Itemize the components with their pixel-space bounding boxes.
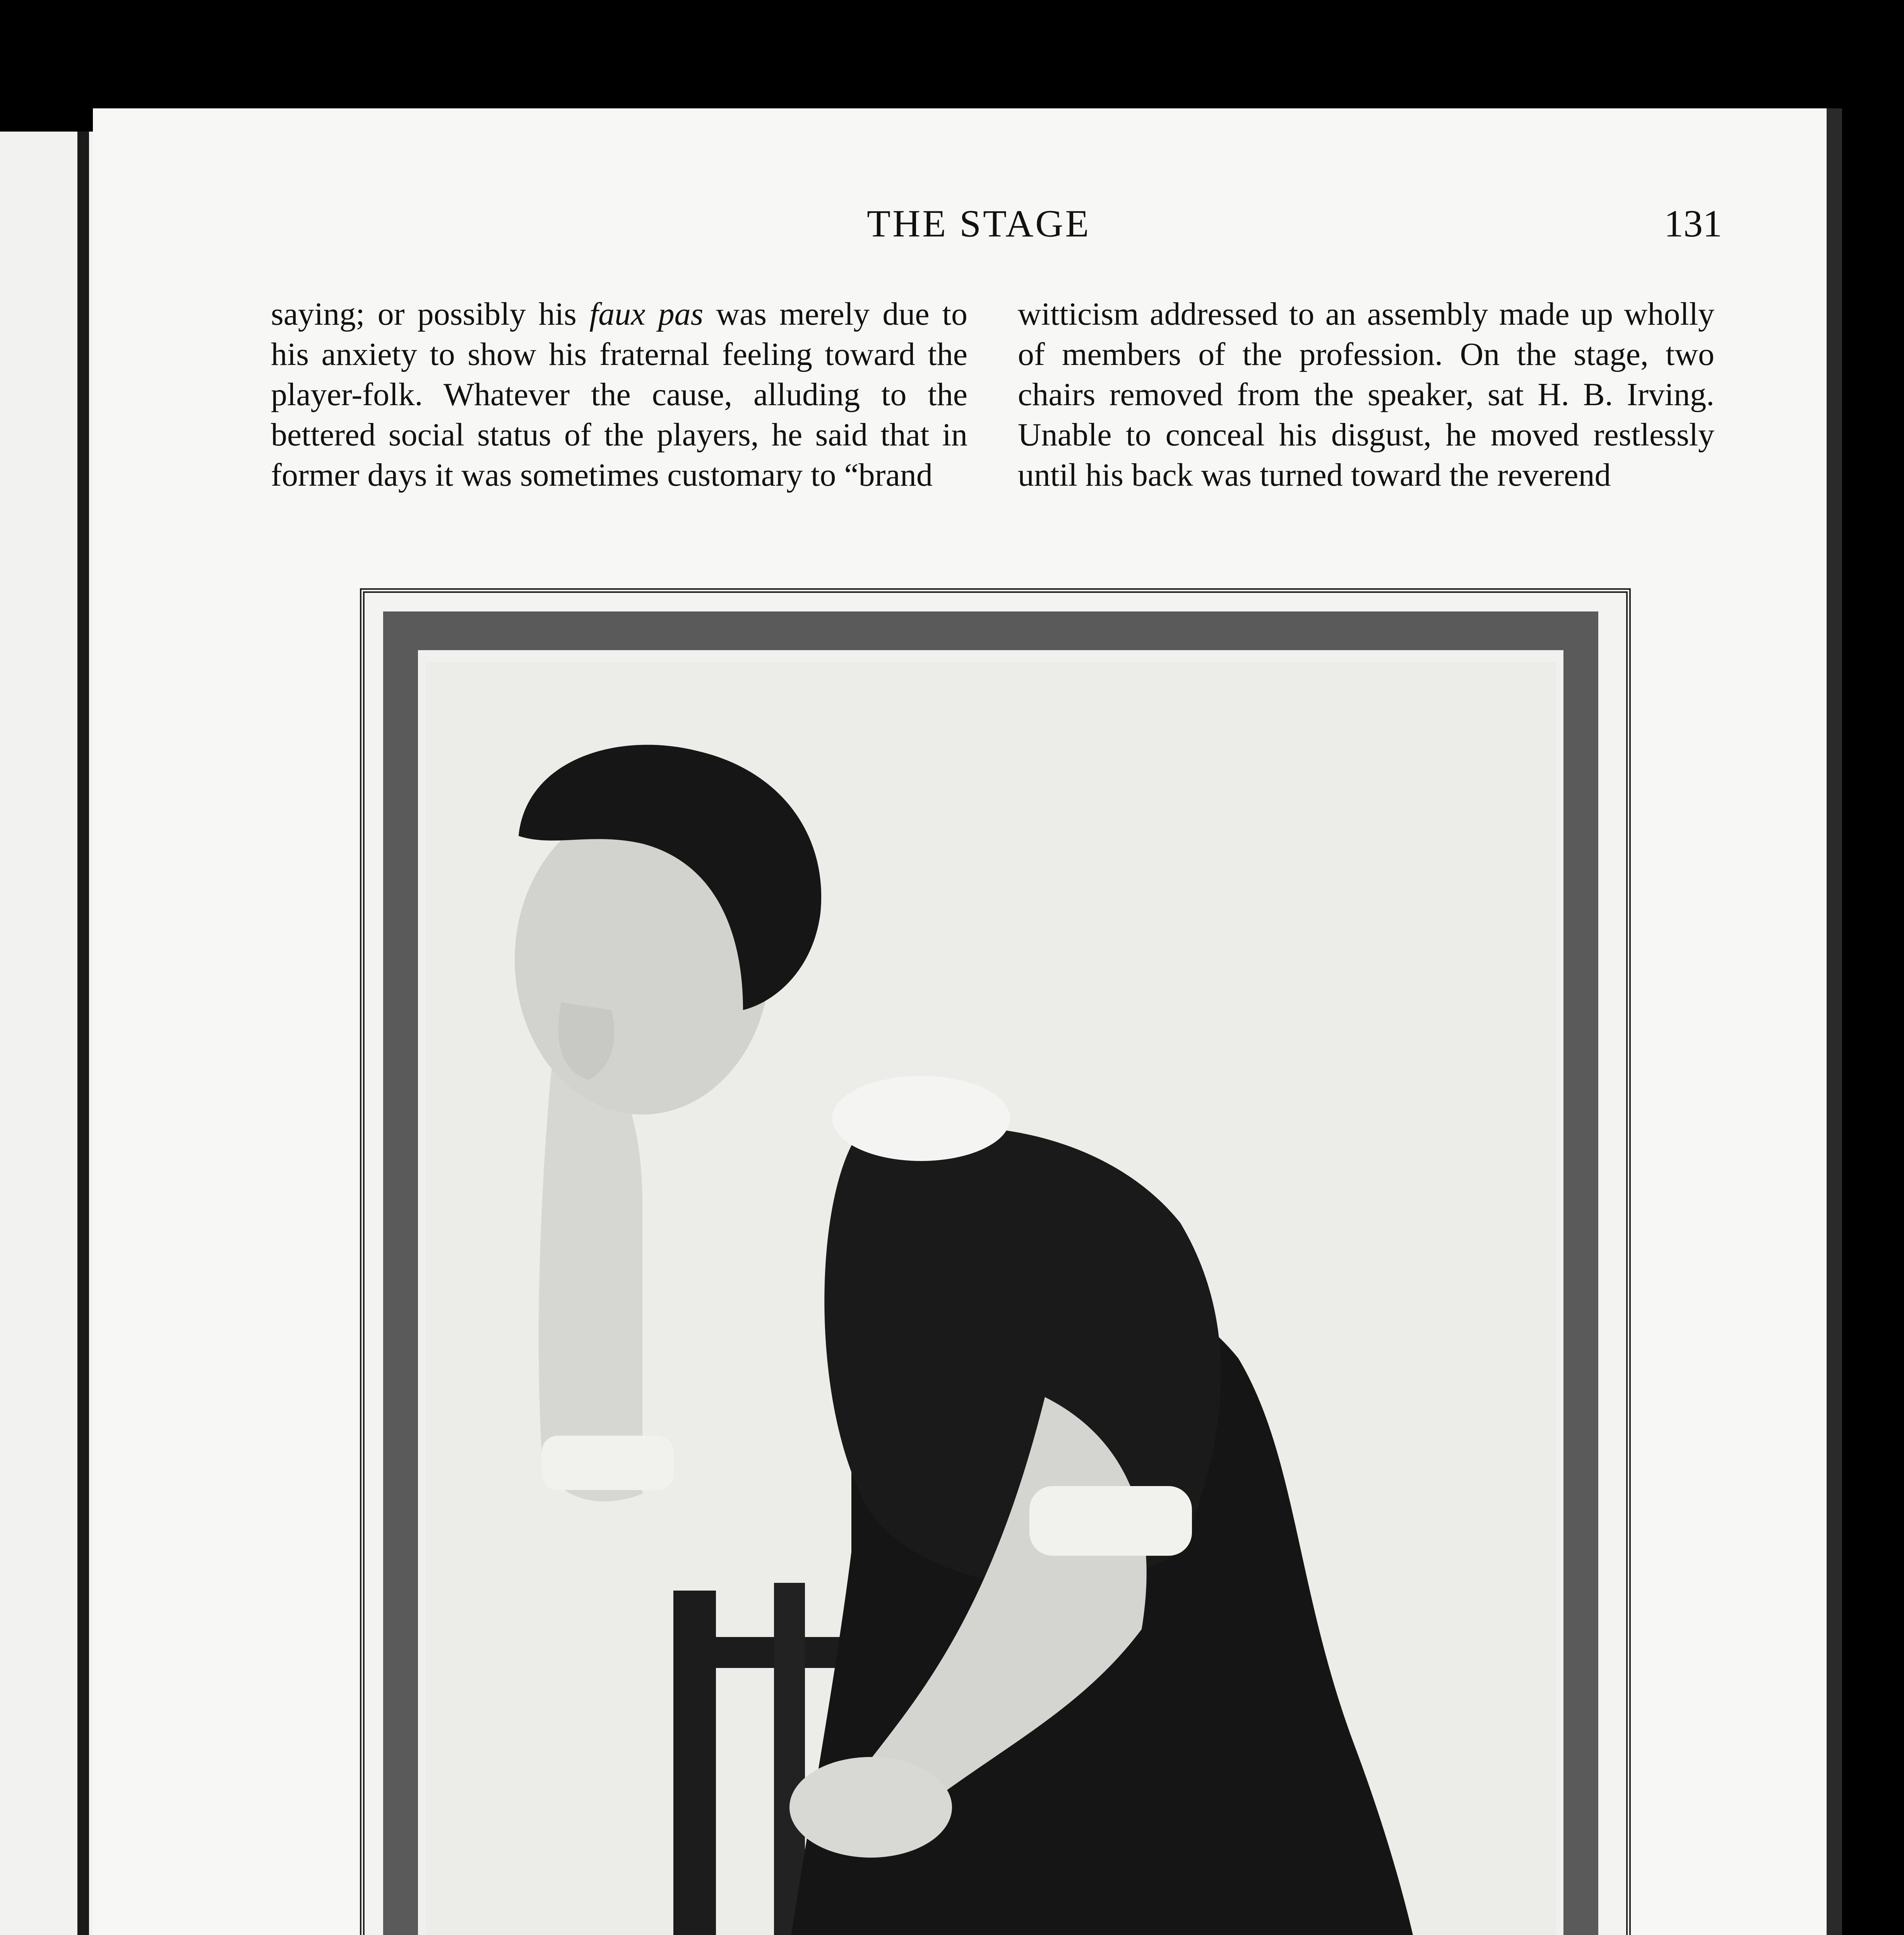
- paragraph: saying; or possibly his faux pas was merely due to his anxiety to show his fraternal feeling toward the player-folk. Whatever the cause, alluding to the bettered social status of the players, he said that in former days it was sometimes customary to “brand: [271, 296, 968, 493]
- column-top-left: [271, 294, 967, 495]
- portrait-photo: [426, 662, 1556, 1935]
- portrait-illustration: [426, 662, 1556, 1935]
- book-gutter: [77, 132, 89, 1935]
- page-edge: [1827, 108, 1842, 1935]
- italic-phrase: faux pas: [589, 296, 704, 332]
- column-top-right: [1018, 294, 1714, 495]
- page-number: 131: [1664, 202, 1722, 245]
- running-head: THE STAGE: [867, 202, 1091, 245]
- paragraph: witticism addressed to an assembly made up wholly of members of the profession. On the stage, two chairs removed from the speaker, sat H. B. Irving. Unable to conceal his disgust, he moved restlessly until his back was turned toward the reverend: [1018, 296, 1714, 493]
